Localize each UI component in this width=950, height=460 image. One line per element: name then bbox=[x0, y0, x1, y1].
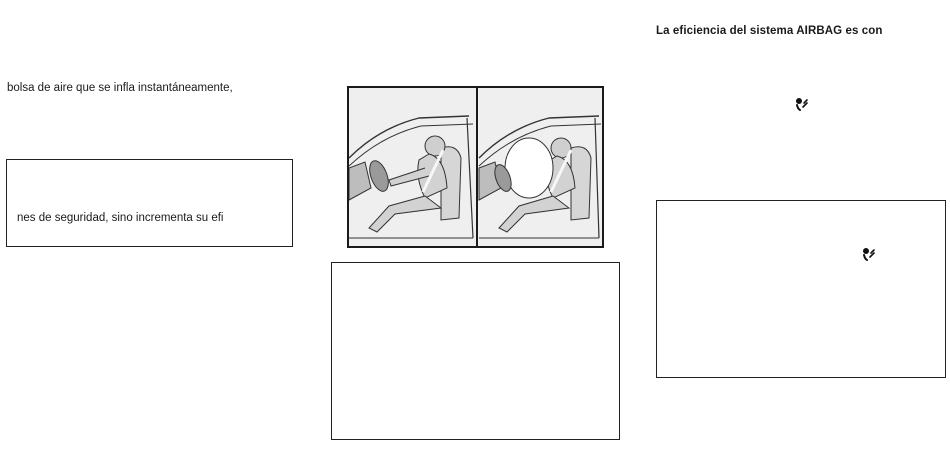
note-box-text: nes de seguridad, sino incrementa su efi bbox=[17, 212, 224, 224]
airbag-illustration bbox=[347, 86, 604, 248]
body-paragraph: bolsa de aire que se infla instantáneamente, bbox=[7, 82, 233, 94]
note-box bbox=[6, 159, 293, 247]
warning-box bbox=[656, 200, 946, 378]
caption-box bbox=[331, 262, 620, 440]
panel-airbag-idle bbox=[349, 88, 477, 246]
airbag-passenger-icon bbox=[861, 247, 877, 263]
section-heading: La eficiencia del sistema AIRBAG es con bbox=[656, 25, 883, 37]
panel-airbag-deployed bbox=[479, 88, 602, 246]
airbag-passenger-icon bbox=[794, 97, 810, 113]
